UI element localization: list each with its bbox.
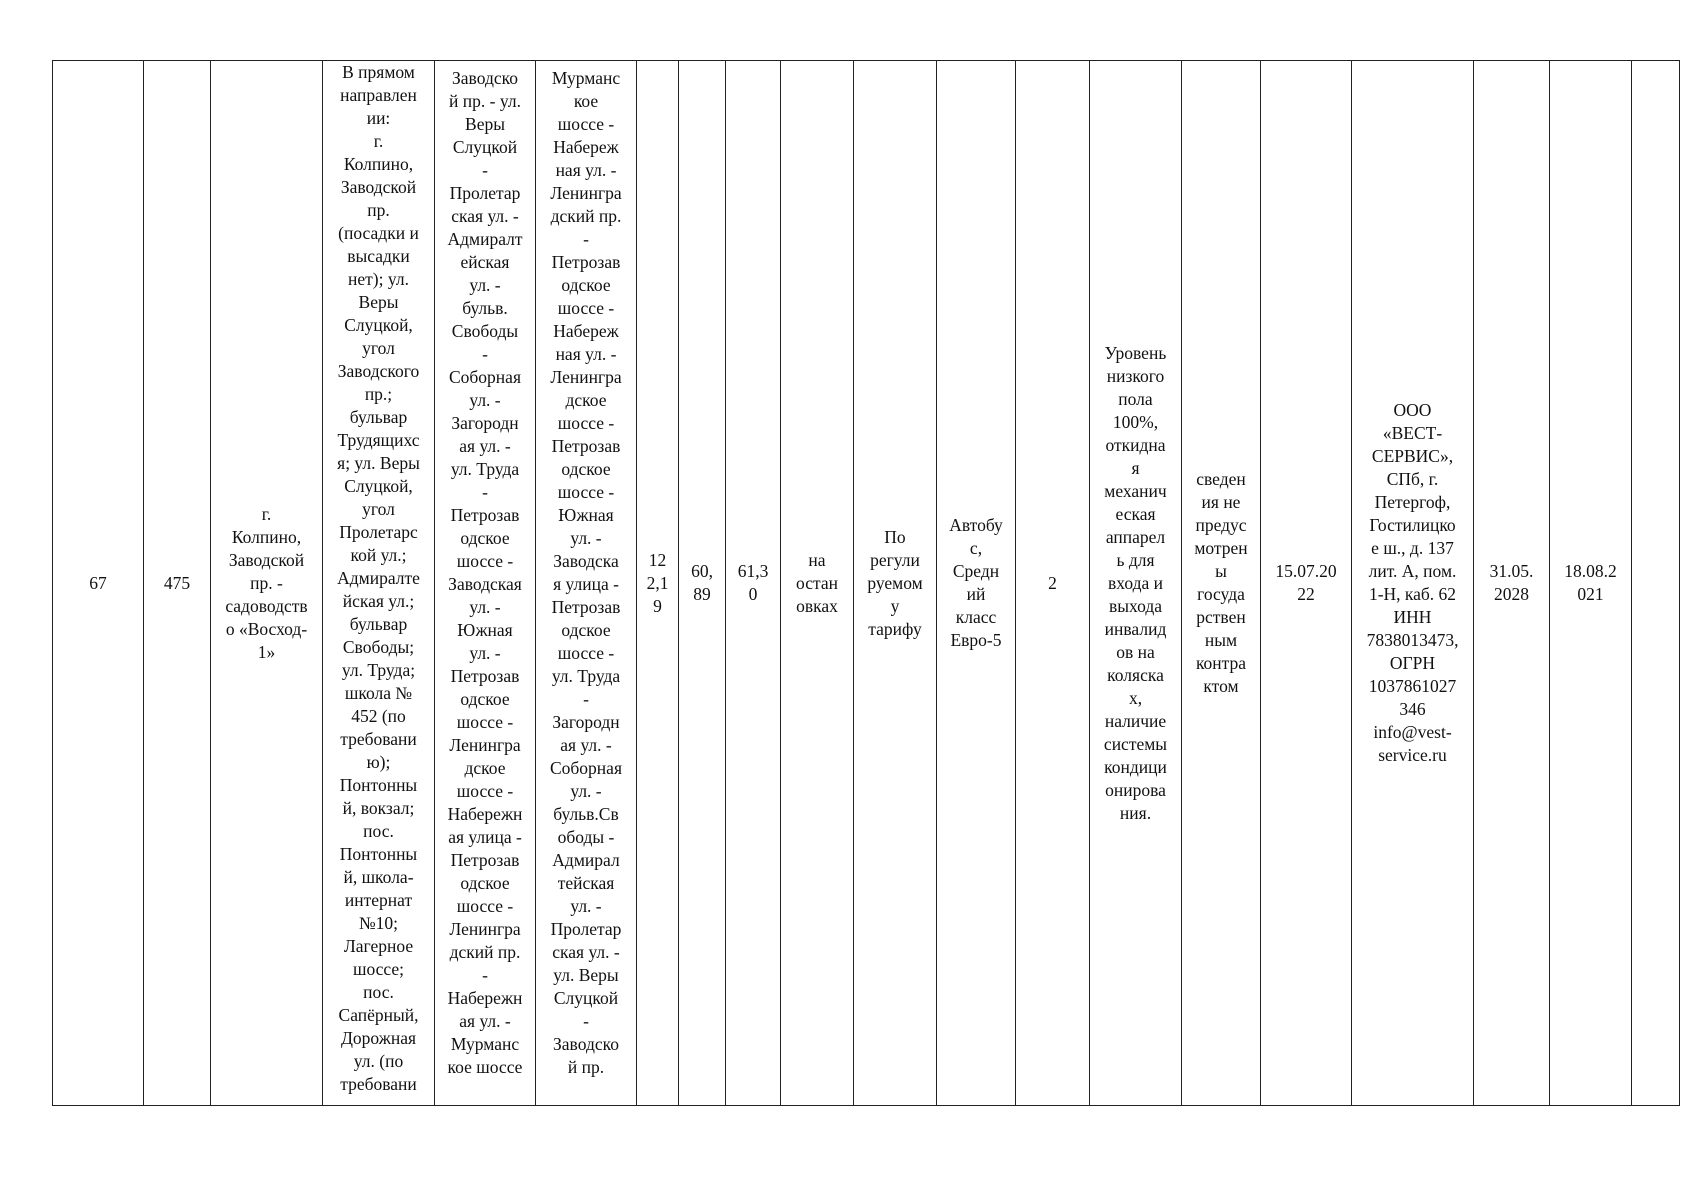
streets-backward-cell: Мурманс кое шоссе - Набереж ная ул. - Ленингра дский пр. - Петрозав одское шоссе - Набереж ная ул. - Ленингра дское шоссе - Петрозав одское шоссе - Южная ул. - Заводска я улица - Петрозав одское шоссе - ул. Труда - Загородн ая ул. - Соборная ул. - бульв.Св ободы - Адмирал тейская ул. - Пролетар ская ул. - ул. Веры Слуцкой - Заводско й пр. bbox=[536, 61, 637, 1106]
stops-cell bbox=[323, 61, 435, 1106]
registry-date-cell: 18.08.2 021 bbox=[1550, 61, 1632, 1106]
end-date-cell: 31.05. 2028 bbox=[1474, 61, 1550, 1106]
carrier-cell: ООО «ВЕСТ- СЕРВИС», СПб, г. Петергоф, Гостилицко е ш., д. 137 лит. А, пом. 1-Н, каб. 62 ИНН 7838013473, ОГРН 1037861027 346 info@vest- service.ru bbox=[1352, 61, 1474, 1106]
length-total-cell: 12 2,1 9 bbox=[637, 61, 679, 1106]
length-backward-cell: 61,3 0 bbox=[726, 61, 781, 1106]
route-registry-table bbox=[52, 60, 1680, 1106]
characteristics-cell: Уровень низкого пола 100%, откидна я механич еская аппарел ь для входа и выхода инвалид ов на коляска х, наличие системы кондици онирова ния. bbox=[1090, 61, 1182, 1106]
vehicle-count-cell: 2 bbox=[1016, 61, 1090, 1106]
extra-cell bbox=[1632, 61, 1680, 1106]
vehicle-cell: Автобу с, Средн ий класс Евро-5 bbox=[937, 61, 1016, 1106]
tariff-type-cell: По регули руемом у тарифу bbox=[854, 61, 937, 1106]
route-name-cell: г. Колпино, Заводской пр. - садоводств о «Восход- 1» bbox=[211, 61, 323, 1106]
contract-info-cell: сведен ия не предус мотрен ы госуда рствен ным контра ктом bbox=[1182, 61, 1261, 1106]
streets-forward-cell: Заводско й пр. - ул. Веры Слуцкой - Пролетар ская ул. - Адмиралт ейская ул. - бульв. Свободы - Соборная ул. - Загородн ая ул. - ул. Труда - Петрозав одское шоссе - Заводская ул. - Южная ул. - Петрозав одское шоссе - Ленингра дское шоссе - Набережн ая улица - Петрозав одское шоссе - Ленингра дский пр. - Набережн ая ул. - Мурманс кое шоссе bbox=[435, 61, 536, 1106]
route-number-cell: 475 bbox=[144, 61, 211, 1106]
stops-text: В прямом направлен ии: г. Колпино, Заводской пр. (посадки и высадки нет); ул. Веры Слуцкой, угол Заводского пр.; бульвар Трудящихс я; ул. Веры Слуцкой, угол Пролетарс кой ул.; Адмиралте йская ул.; бульвар Свободы; ул. Труда; школа № 452 (по требовани ю); Понтонны й, вокзал; пос. Понтонны й, школа- интернат №10; Лагерное шоссе; пос. Сапёрный, Дорожная ул. (по требовани bbox=[337, 62, 420, 1094]
boarding-order-cell: на остан овках bbox=[781, 61, 854, 1106]
table-row bbox=[53, 61, 1680, 1106]
row-number-cell: 67 bbox=[53, 61, 144, 1106]
start-date-cell: 15.07.20 22 bbox=[1261, 61, 1352, 1106]
length-forward-cell: 60, 89 bbox=[679, 61, 726, 1106]
